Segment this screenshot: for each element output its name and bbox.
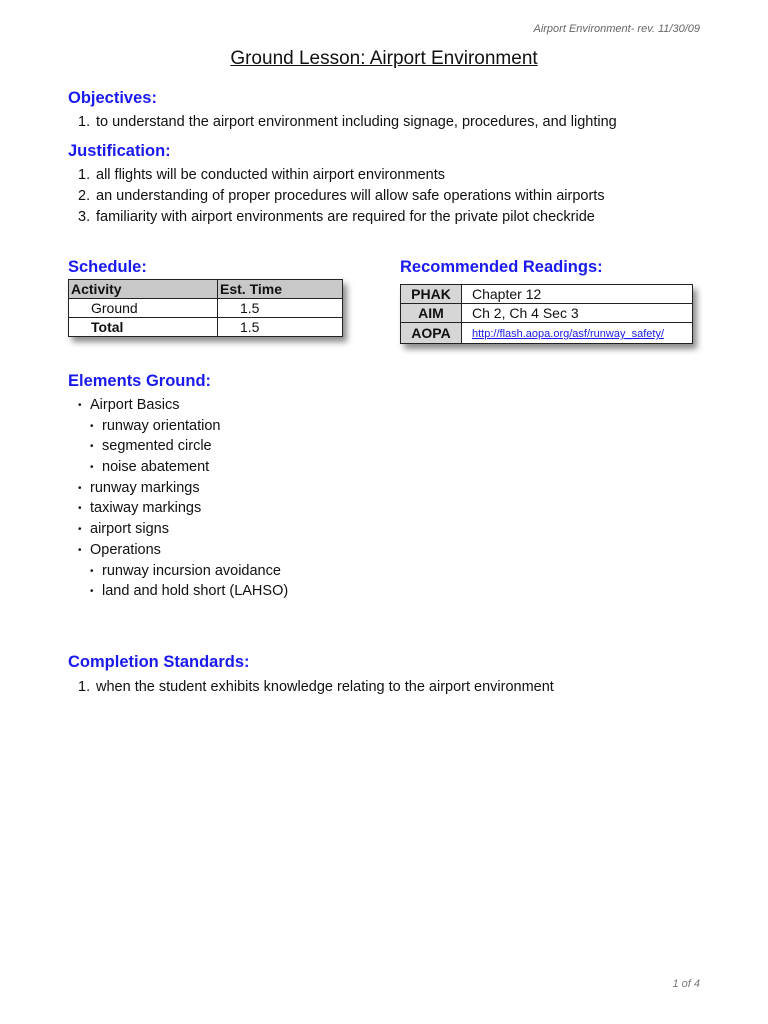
aopa-runway-safety-link[interactable]: http://flash.aopa.org/asf/runway_safety/ xyxy=(472,328,665,340)
cell-time-total: 1.5 xyxy=(218,318,343,337)
cell-reference-link-cell xyxy=(462,323,693,344)
list-item: • segmented circle xyxy=(90,438,212,455)
objectives-heading: Objectives: xyxy=(68,89,157,107)
cell-activity: Ground xyxy=(69,299,218,318)
page-title: Ground Lesson: Airport Environment xyxy=(230,48,538,69)
page-number: 1 of 4 xyxy=(672,978,700,990)
completion-list xyxy=(78,677,554,698)
table-row xyxy=(69,299,343,318)
list-item: • Airport Basics xyxy=(78,397,180,413)
cell-reference: Ch 2, Ch 4 Sec 3 xyxy=(462,304,693,323)
schedule-table-wrapper xyxy=(68,279,343,337)
list-item: • land and hold short (LAHSO) xyxy=(90,583,289,600)
table-row xyxy=(401,323,693,344)
cell-reference: Chapter 12 xyxy=(462,285,693,304)
table-row xyxy=(69,318,343,337)
table-row xyxy=(401,304,693,323)
list-item: • noise abatement xyxy=(90,459,210,476)
cell-source: AIM xyxy=(401,304,462,323)
cell-time: 1.5 xyxy=(218,299,343,318)
cell-activity-total: Total xyxy=(69,318,218,337)
cell-source: PHAK xyxy=(401,285,462,304)
completion-heading: Completion Standards: xyxy=(68,653,250,671)
readings-table-wrapper xyxy=(400,284,693,344)
column-header-est-time: Est. Time xyxy=(218,280,343,299)
table-header-row xyxy=(69,280,343,299)
list-item: • runway orientation xyxy=(90,417,221,434)
objectives-list xyxy=(78,112,617,133)
list-item: • airport signs xyxy=(78,521,169,538)
list-item: 2. an understanding of proper procedures will allow safe operations within airports xyxy=(78,188,605,204)
list-item: • taxiway markings xyxy=(78,500,202,517)
elements-list xyxy=(78,395,288,602)
justification-heading: Justification: xyxy=(68,142,171,160)
column-header-activity: Activity xyxy=(69,280,218,299)
readings-table xyxy=(400,284,693,344)
justification-list xyxy=(78,165,605,228)
list-item: 1. all flights will be conducted within airport environments xyxy=(78,167,445,183)
list-item: • runway markings xyxy=(78,479,200,496)
readings-heading: Recommended Readings: xyxy=(400,258,603,276)
elements-heading: Elements Ground: xyxy=(68,372,212,390)
schedule-table xyxy=(68,279,343,337)
table-row xyxy=(401,285,693,304)
list-item: 1. when the student exhibits knowledge relating to the airport environment xyxy=(78,679,554,695)
schedule-heading: Schedule: xyxy=(68,258,147,276)
cell-source: AOPA xyxy=(401,323,462,344)
list-item: 1. to understand the airport environment including signage, procedures, and lighting xyxy=(78,114,617,130)
list-item: • Operations xyxy=(78,541,161,558)
revision-note: Airport Environment- rev. 11/30/09 xyxy=(533,23,700,35)
list-item: • runway incursion avoidance xyxy=(90,562,281,579)
list-item: 3. familiarity with airport environments are required for the private pilot checkride xyxy=(78,209,595,225)
